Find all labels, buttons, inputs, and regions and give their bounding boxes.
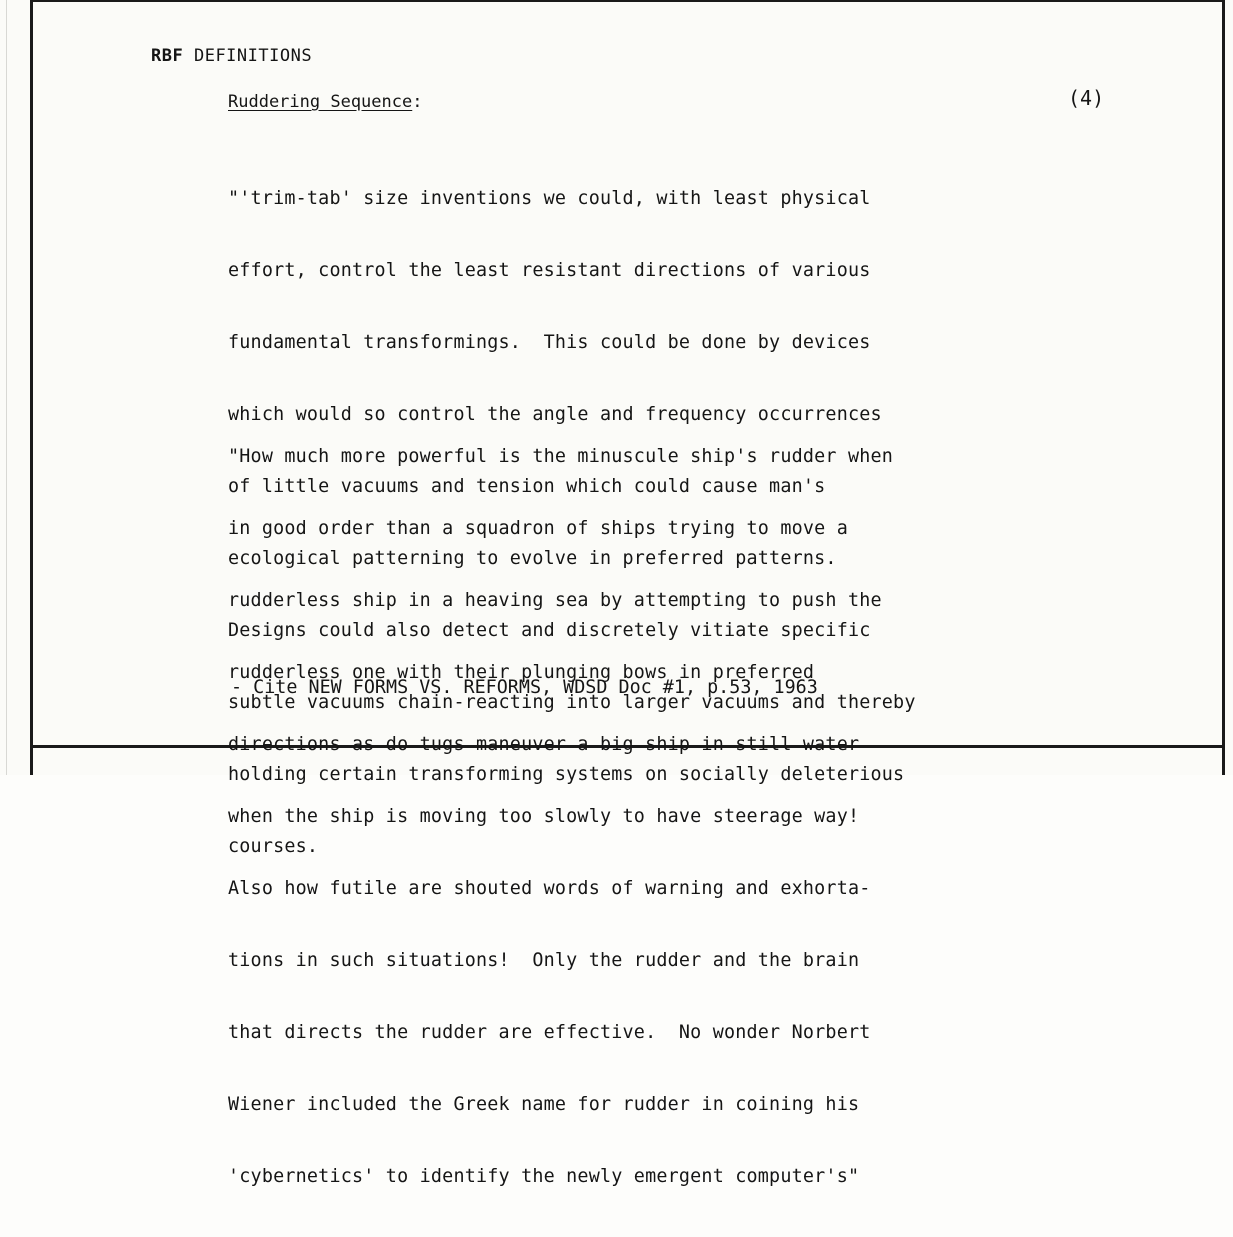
paragraph-line: of little vacuums and tension which could cause man's	[228, 476, 826, 497]
paragraph-line: ecological patterning to evolve in preferred patterns.	[228, 548, 837, 569]
paragraph-line: directions as do tugs maneuver a big ship in still water	[228, 734, 860, 755]
paragraph-line: holding certain transforming systems on socially deleterious	[228, 764, 905, 785]
header-title: DEFINITIONS	[193, 46, 313, 66]
paragraph-line: that directs the rudder are effective. No wonder Norbert	[228, 1022, 871, 1043]
paragraph-line: effort, control the least resistant directions of various	[228, 260, 871, 281]
paragraph-line: "'trim-tab' size inventions we could, with least physical	[228, 188, 871, 209]
paragraph-line: rudderless ship in a heaving sea by attempting to push the	[228, 590, 882, 611]
paragraph-line: courses.	[228, 836, 319, 857]
frame-left-border	[30, 0, 33, 775]
paragraph-line: 'cybernetics' to identify the newly emergent computer's"	[228, 1166, 860, 1187]
paragraph-line: "How much more powerful is the minuscule ship's rudder when	[228, 446, 894, 467]
paragraph-line: fundamental transformings. This could be done by devices	[228, 332, 871, 353]
paragraph-line: Designs could also detect and discretely vitiate specific	[228, 620, 871, 641]
citation: - Cite NEW FORMS VS. REFORMS, WDSD Doc #1, p.53, 1963	[231, 677, 818, 698]
term-text: Ruddering Sequence	[228, 92, 413, 112]
page-number: (4)	[1068, 86, 1105, 110]
header-prefix: RBF	[151, 46, 184, 66]
definition-term	[228, 92, 422, 112]
paragraph-line: in good order than a squadron of ships trying to move a	[228, 518, 848, 539]
page-margin-line	[6, 0, 7, 775]
frame-top-border	[30, 0, 1225, 2]
paragraph-line: Also how futile are shouted words of warning and exhorta-	[228, 878, 871, 899]
term-suffix: :	[412, 92, 423, 112]
document-header	[151, 46, 312, 66]
paragraph-line: Wiener included the Greek name for rudder in coining his	[228, 1094, 860, 1115]
paragraph-line: tions in such situations! Only the rudder and the brain	[228, 950, 860, 971]
paragraph-line: which would so control the angle and frequency occurrences	[228, 404, 882, 425]
paragraph-line: subtle vacuums chain-reacting into larger vacuums and thereby	[228, 692, 916, 713]
paragraph-line: when the ship is moving too slowly to have steerage way!	[228, 806, 860, 827]
paragraph-line: rudderless one with their plunging bows in preferred	[228, 662, 815, 683]
quote-paragraph-2	[228, 397, 1128, 1237]
frame-right-border	[1222, 0, 1225, 775]
